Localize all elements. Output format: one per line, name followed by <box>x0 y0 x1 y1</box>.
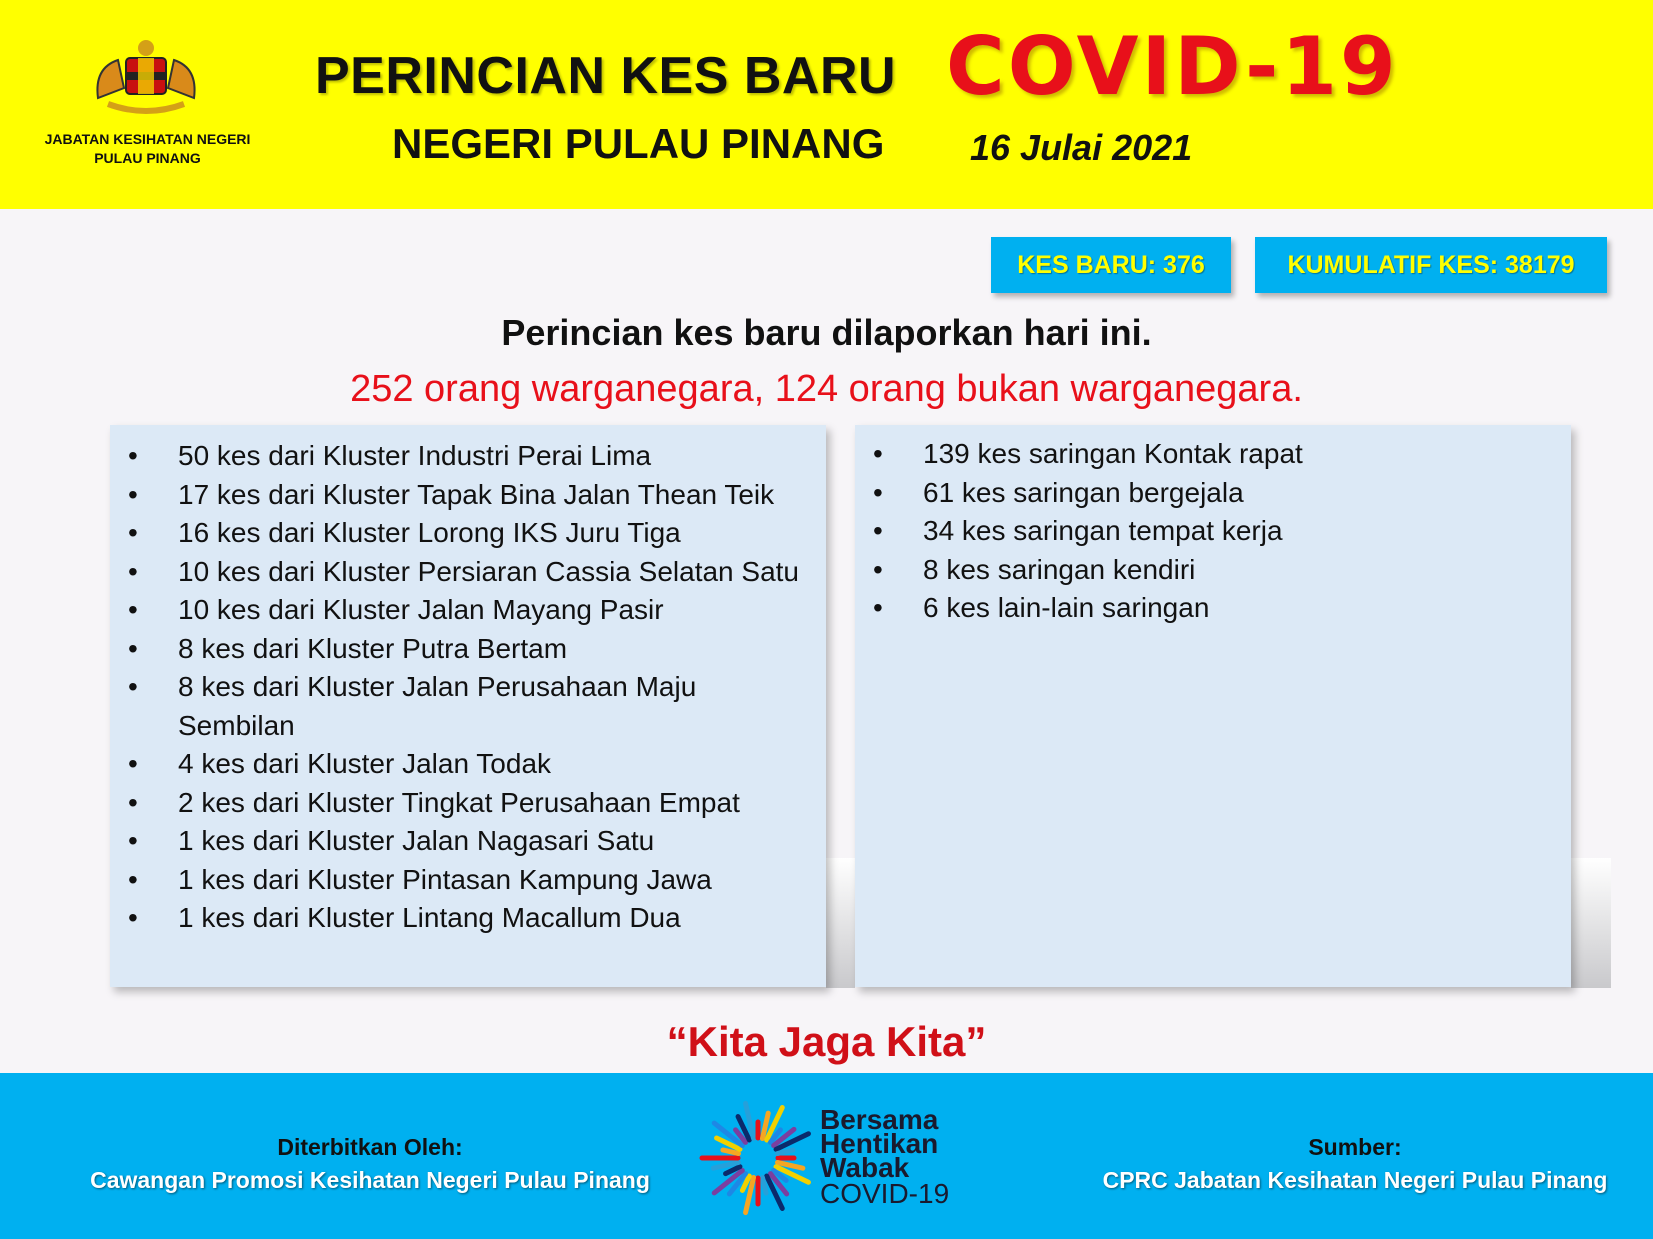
list-item <box>110 630 826 669</box>
list-item <box>110 437 826 476</box>
covid-title: COVID-19 <box>946 20 1399 113</box>
org-name-line2: PULAU PINANG <box>94 150 201 166</box>
list-item-text: 1 kes dari Kluster Pintasan Kampung Jawa <box>178 863 712 895</box>
list-item <box>110 822 826 861</box>
list-item-text: 34 kes saringan tempat kerja <box>923 515 1283 546</box>
list-item-text: 8 kes dari Kluster Putra Bertam <box>178 632 568 664</box>
list-item <box>855 589 1571 628</box>
list-item-text: 4 kes dari Kluster Jalan Todak <box>178 748 552 779</box>
screening-list-panel <box>855 425 1571 987</box>
panel-shadow <box>826 858 855 988</box>
bullet-icon: • <box>128 594 138 625</box>
list-item-text: 10 kes dari Kluster Persiaran Cassia Selatan Satu <box>178 555 799 587</box>
bullet-icon: • <box>873 476 883 508</box>
publisher-name: Cawangan Promosi Kesihatan Negeri Pulau Pinang <box>90 1167 650 1193</box>
cluster-list-panel <box>110 425 826 987</box>
summary-heading: Perincian kes baru dilaporkan hari ini. <box>501 312 1152 353</box>
list-item-text: 139 kes saringan Kontak rapat <box>923 438 1303 469</box>
campaign-line-1: Bersama <box>820 1104 939 1135</box>
bullet-icon: • <box>873 515 883 546</box>
bullet-icon: • <box>873 592 883 623</box>
bullet-icon: • <box>128 902 138 933</box>
bullet-icon: • <box>128 863 138 895</box>
campaign-burst-logo <box>698 1098 818 1218</box>
list-item-text: 17 kes dari Kluster Tapak Bina Jalan Thean Teik <box>178 478 775 510</box>
state-subtitle: NEGERI PULAU PINANG <box>392 120 885 167</box>
cumulative-cases-badge: KUMULATIF KES: 38179 <box>1255 237 1607 293</box>
bullet-icon: • <box>128 632 138 664</box>
new-cases-badge: KES BARU: 376 <box>991 237 1231 293</box>
bullet-icon: • <box>128 825 138 856</box>
list-item-text: 8 kes saringan kendiri <box>923 553 1196 585</box>
bullet-icon: • <box>873 553 883 585</box>
bullet-icon: • <box>128 748 138 779</box>
campaign-line-4: COVID-19 <box>820 1178 950 1209</box>
list-item <box>110 476 826 515</box>
slogan: “Kita Jaga Kita” <box>666 1018 987 1065</box>
list-item-text: 6 kes lain-lain saringan <box>923 592 1210 623</box>
page-title: PERINCIAN KES BARU <box>315 47 897 105</box>
list-item <box>110 899 826 938</box>
publisher-label: Diterbitkan Oleh: <box>277 1134 463 1160</box>
bullet-icon: • <box>128 786 138 818</box>
coat-of-arms-logo <box>88 38 204 120</box>
panel-shadow <box>1571 858 1611 988</box>
campaign-line-3: Wabak <box>820 1152 910 1183</box>
list-item <box>855 512 1571 551</box>
list-item-text: 16 kes dari Kluster Lorong IKS Juru Tiga <box>178 517 681 548</box>
list-item-text: 10 kes dari Kluster Jalan Mayang Pasir <box>178 594 664 625</box>
report-date: 16 Julai 2021 <box>970 127 1193 168</box>
list-item <box>110 514 826 553</box>
list-item-text: 61 kes saringan bergejala <box>923 476 1244 508</box>
list-item-text: 8 kes dari Kluster Jalan Perusahaan Maju Sembilan <box>178 671 697 741</box>
header-banner <box>0 0 1653 209</box>
campaign-line-2: Hentikan <box>820 1128 939 1159</box>
citizenship-breakdown: 252 orang warganegara, 124 orang bukan warganegara. <box>350 368 1303 410</box>
cluster-list <box>110 437 826 938</box>
bullet-icon: • <box>128 478 138 510</box>
bullet-icon: • <box>873 438 883 469</box>
list-item <box>110 784 826 823</box>
list-item <box>110 668 826 745</box>
bullet-icon: • <box>128 517 138 548</box>
list-item <box>855 435 1571 474</box>
screening-list <box>855 435 1571 628</box>
source-label: Sumber: <box>1308 1134 1402 1160</box>
bullet-icon: • <box>128 440 138 471</box>
bullet-icon: • <box>128 671 138 702</box>
list-item <box>110 861 826 900</box>
list-item <box>110 591 826 630</box>
source-name: CPRC Jabatan Kesihatan Negeri Pulau Pinang <box>1102 1167 1608 1193</box>
org-name-line1: JABATAN KESIHATAN NEGERI <box>44 131 251 147</box>
list-item <box>110 745 826 784</box>
list-item-text: 1 kes dari Kluster Lintang Macallum Dua <box>178 902 681 933</box>
list-item-text: 1 kes dari Kluster Jalan Nagasari Satu <box>178 825 655 856</box>
list-item <box>855 474 1571 513</box>
list-item <box>110 553 826 592</box>
bullet-icon: • <box>128 555 138 587</box>
list-item-text: 2 kes dari Kluster Tingkat Perusahaan Empat <box>178 786 740 818</box>
list-item <box>855 551 1571 590</box>
list-item-text: 50 kes dari Kluster Industri Perai Lima <box>178 440 652 471</box>
